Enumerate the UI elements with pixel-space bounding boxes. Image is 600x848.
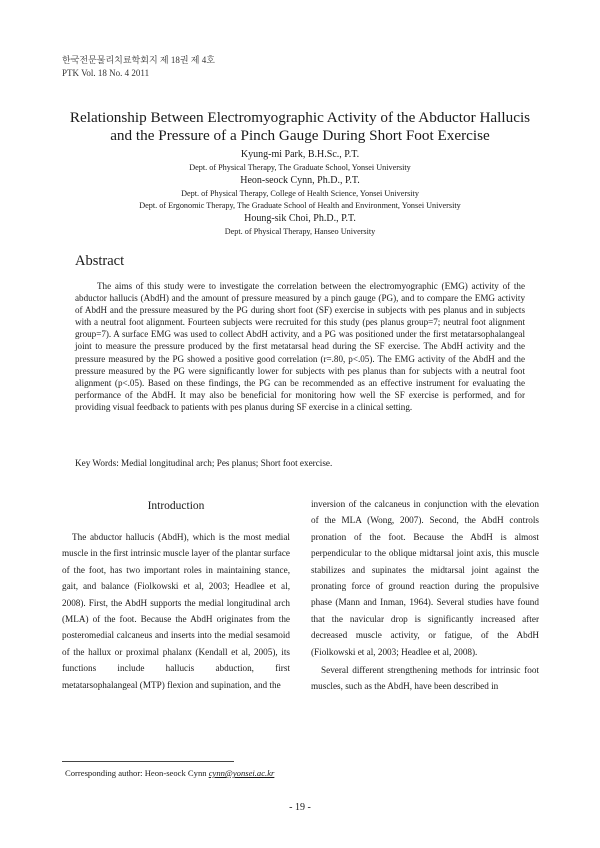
footnote-label: Corresponding author: Heon-seock Cynn	[65, 768, 207, 778]
author-affiliation: Dept. of Physical Therapy, Hanseo University	[224, 227, 376, 236]
right-column	[311, 496, 539, 695]
footnote-divider	[62, 761, 234, 762]
author-affiliation: Dept. of Physical Therapy, College of Health Science, Yonsei University	[181, 189, 419, 198]
abstract-text: The aims of this study were to investigate the correlation between the electromyographic (EMG) activity of the abductor hallucis (AbdH) and the amount of pressure measured by a pinch gauge (PG), and to compare the EMG activity of AbdH and the pressure measured by the PG during short foot (SF) exercise in subjects with pes planus and in subjects with a neutral foot alignment. Fourteen subjects were recruited for this study (pes planus group=7; neutral foot alignment group=7). A surface EMG was used to collect AbdH activity, and a PG was positioned under the first metatarsophalangeal joint to measure the pressure produced by the first metatarsal head during the SF exercise. The AbdH activity and the pressure measured by the PG showed a positive good correlation (r=.80, p<.05). The EMG activity of the AbdH and the pressure measured by the PG were significantly lower for subjects with pes planus than for subjects with a neutral foot alignment (p<.05). Based on these findings, the PG can be recommended as an effective instrument for evaluating the performance of the AbdH. It may also be beneficial for monitoring how well the SF exercise is performed, and for providing visual feedback to patients with pes planus during SF exercise in a clinical setting.	[75, 281, 525, 412]
section-heading-introduction: Introduction	[147, 500, 205, 512]
abstract-heading: Abstract	[75, 253, 125, 269]
author-block	[40, 148, 560, 238]
author-email-link[interactable]: cynn@yonsei.ac.kr	[208, 768, 275, 778]
journal-info-header: PTK Vol. 18 No. 4 2011	[62, 68, 150, 78]
author-name: Heon-seock Cynn, Ph.D., P.T.	[240, 175, 360, 186]
left-column	[62, 496, 290, 693]
paper-title	[40, 109, 560, 145]
corresponding-author-footnote	[65, 768, 274, 779]
body-paragraph: The abductor hallucis (AbdH), which is the most medial muscle in the first intrinsic muscle layer of the plantar surface of the foot, has two important roles in maintaining stance, gait, and balance (Fiolkowski et al, 2003; Headlee et al, 2008). First, the AbdH supports the medial longitudinal arch (MLA) of the foot. Because the AbdH originates from the posteromedial calcaneus and inserts into the medial sesamoid of the hallux or proximal phalanx (Kendall et al, 2005), its functions include hallucis abduction, first metatarsophalangeal (MTP) flexion and supination, and the	[62, 532, 290, 690]
body-paragraph: inversion of the calcaneus in conjunction with the elevation of the MLA (Wong, 2007). Second, the AbdH controls pronation of the foot. Because the AbdH is almost perpendicular to the oblique midtarsal joint axis, this muscle stabilizes and supinates the midtarsal joint against the pronating force of ground reaction during the propulsive phase (Mann and Inman, 1964). Several studies have found that the navicular drop is significantly increased after decreased muscle activity, or fatigue, of the AbdH (Fiolkowski et al, 2003; Headlee et al, 2008).	[311, 499, 539, 657]
journal-korean-header: 한국전문물리치료학회지 제 18권 제 4호	[62, 55, 215, 65]
author-name: Kyung-mi Park, B.H.Sc., P.T.	[240, 149, 360, 160]
author-name: Houng-sik Choi, Ph.D., P.T.	[244, 213, 356, 224]
title-line-2: and the Pressure of a Pinch Gauge During Short Foot Exercise	[110, 127, 490, 144]
author-affiliation: Dept. of Ergonomic Therapy, The Graduate School of Health and Environment, Yonsei University	[139, 201, 461, 210]
page-number: - 19 -	[289, 802, 311, 813]
title-line-1: Relationship Between Electromyographic Activity of the Abductor Hallucis	[69, 109, 531, 126]
body-paragraph: Several different strengthening methods for intrinsic foot muscles, such as the AbdH, have been described in	[311, 665, 539, 692]
keywords: Key Words: Medial longitudinal arch; Pes planus; Short foot exercise.	[75, 458, 333, 468]
author-affiliation: Dept. of Physical Therapy, The Graduate School, Yonsei University	[189, 163, 411, 172]
